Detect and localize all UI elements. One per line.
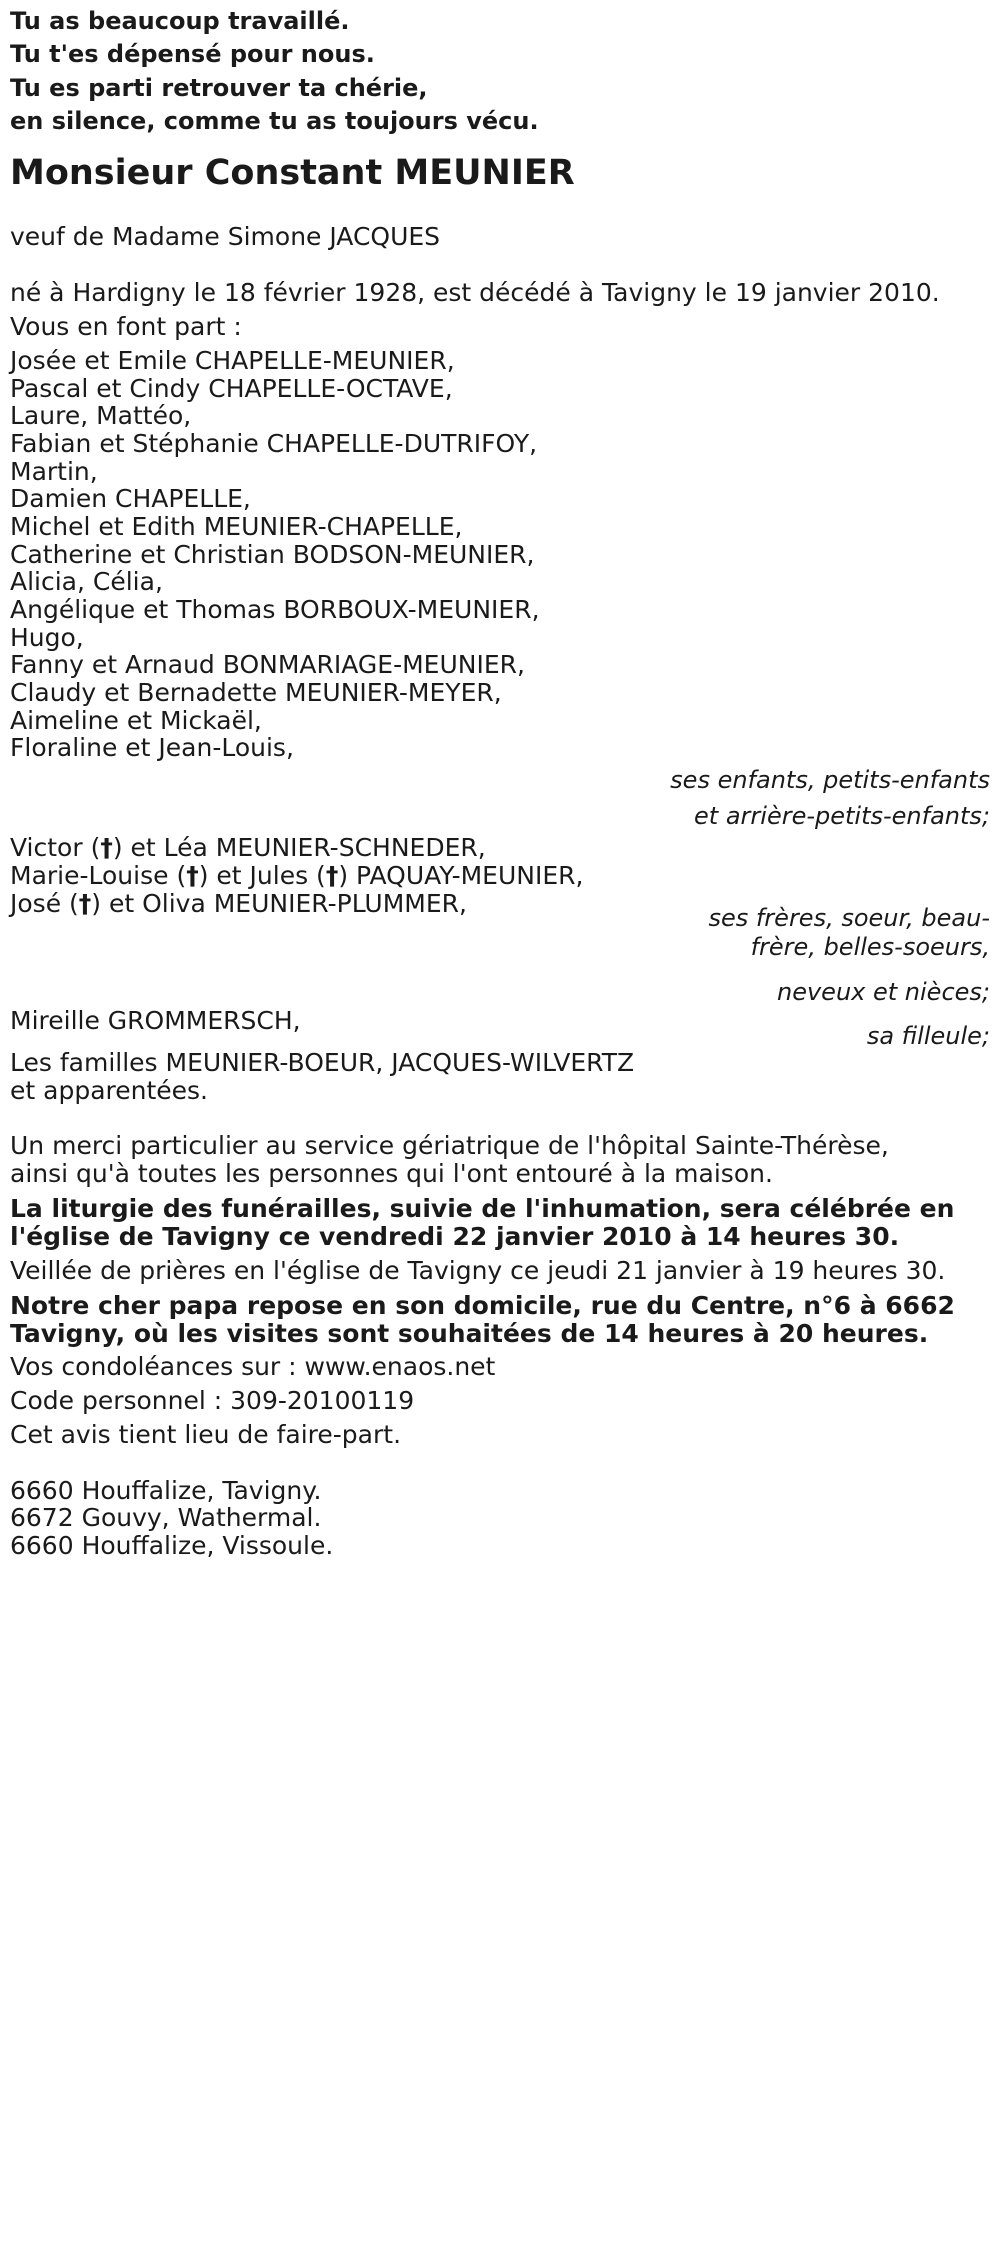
list-item: Angélique et Thomas BORBOUX-MEUNIER, [10,595,540,624]
notice-line: Cet avis tient lieu de faire-part. [10,1420,402,1449]
address-line: 6672 Gouvy, Wathermal. [10,1503,322,1532]
liturgy-line: l'église de Tavigny ce vendredi 22 janvier 2010 à 14 heures 30. [10,1222,900,1251]
repose-line: Tavigny, où les visites sont souhaitées de 14 heures à 20 heures. [10,1319,929,1348]
announce-line: Vous en font part : [10,312,242,341]
siblings-caption: ses frères, soeur, beau-frère, belles-soeurs, [708,904,990,961]
list-item: Claudy et Bernadette MEUNIER-MEYER, [10,678,502,707]
goddaughter-line: Mireille GROMMERSCH, [10,1006,301,1035]
poem-line: Tu as beaucoup travaillé. [10,7,350,35]
list-item: Aimeline et Mickaël, [10,706,262,735]
list-item: Damien CHAPELLE, [10,484,251,513]
thanks-line: Un merci particulier au service gériatrique de l'hôpital Sainte-Thérèse, [10,1131,889,1160]
liturgy-line: La liturgie des funérailles, suivie de l'inhumation, sera célébrée en [10,1194,955,1223]
thanks-line: ainsi qu'à toutes les personnes qui l'ont entouré à la maison. [10,1159,773,1188]
birth-death-line: né à Hardigny le 18 février 1928, est décédé à Tavigny le 19 janvier 2010. [10,278,940,307]
code-line: Code personnel : 309-20100119 [10,1386,415,1415]
address-line: 6660 Houffalize, Vissoule. [10,1531,334,1560]
vigil-line: Veillée de prières en l'église de Tavigny ce jeudi 21 janvier à 19 heures 30. [10,1256,946,1285]
list-item [10,889,467,919]
sibling-text: Victor ( [10,833,101,862]
list-item: Fanny et Arnaud BONMARIAGE-MEUNIER, [10,650,525,679]
list-item [10,861,583,891]
nephews-caption: neveux et nièces; [777,978,990,1006]
list-item: Pascal et Cindy CHAPELLE-OCTAVE, [10,374,453,403]
list-item: Hugo, [10,623,84,652]
sibling-text: ) et Oliva MEUNIER-PLUMMER, [91,889,467,918]
cross-icon: † [100,833,113,862]
widower-line: veuf de Madame Simone JACQUES [10,222,441,251]
list-item: Fabian et Stéphanie CHAPELLE-DUTRIFOY, [10,429,538,458]
list-item: Martin, [10,457,98,486]
children-caption: ses enfants, petits-enfants et arrière-petits-enfants; [670,766,990,830]
goddaughter-caption: sa filleule; [866,1022,990,1050]
families-line: et apparentées. [10,1076,208,1105]
list-item: Floraline et Jean-Louis, [10,733,294,762]
families-line: Les familles MEUNIER-BOEUR, JACQUES-WILVERTZ [10,1048,635,1077]
repose-line: Notre cher papa repose en son domicile, rue du Centre, n°6 à 6662 [10,1291,955,1320]
sibling-text: ) et Léa MEUNIER-SCHNEDER, [112,833,486,862]
condolences-line: Vos condoléances sur : www.enaos.net [10,1352,496,1381]
poem-line: Tu t'es dépensé pour nous. [10,40,375,68]
cross-icon: † [325,861,339,890]
sibling-text: José ( [10,889,79,918]
list-item: Catherine et Christian BODSON-MEUNIER, [10,540,535,569]
cross-icon: † [78,889,92,918]
list-item [10,833,486,863]
cross-icon: † [186,861,199,890]
list-item: Alicia, Célia, [10,567,163,596]
poem-line: en silence, comme tu as toujours vécu. [10,107,539,135]
address-line: 6660 Houffalize, Tavigny. [10,1476,322,1505]
deceased-name: Monsieur Constant MEUNIER [10,153,575,193]
list-item: Michel et Edith MEUNIER-CHAPELLE, [10,512,463,541]
sibling-text: Marie-Louise ( [10,861,187,890]
list-item: Josée et Emile CHAPELLE-MEUNIER, [10,346,455,375]
sibling-text: ) PAQUAY-MEUNIER, [338,861,584,890]
list-item: Laure, Mattéo, [10,401,192,430]
sibling-text: ) et Jules ( [198,861,326,890]
poem-line: Tu es parti retrouver ta chérie, [10,74,428,102]
